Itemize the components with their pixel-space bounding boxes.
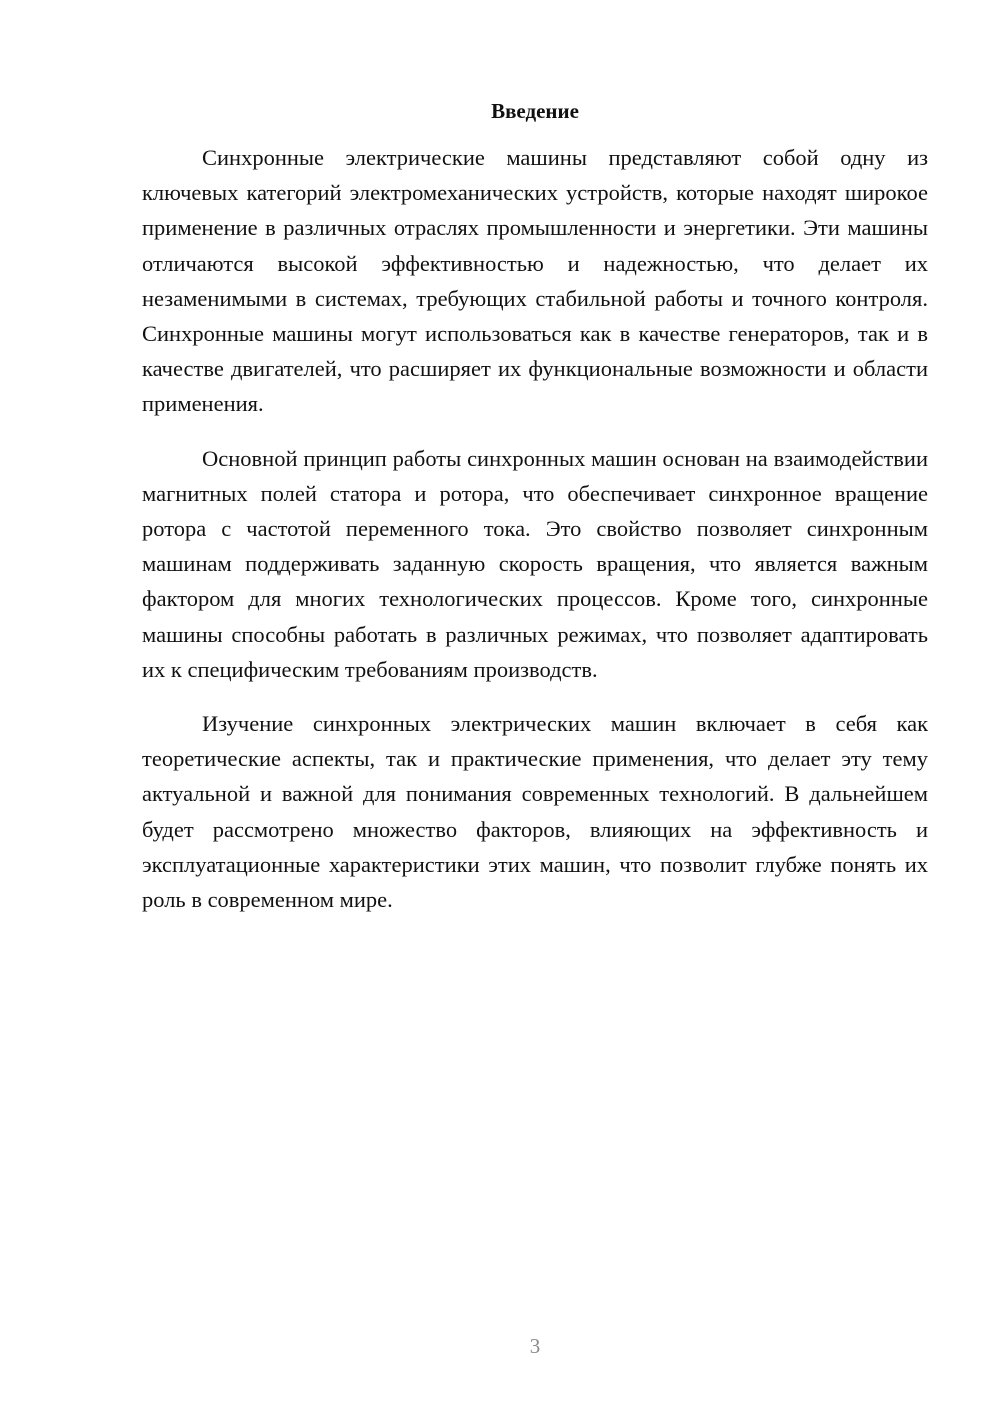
page-content <box>142 92 928 936</box>
paragraph-intro: Синхронные электрические машины представляют собой одну из ключевых категорий электромеханических устройств, которые находят широкое применение в различных отраслях промышленности и энергетики. Эти машины отличаются высокой эффективностью и надежностью, что делает их незаменимыми в системах, требующих стабильной работы и точного контроля. Синхронные машины могут использоваться как в качестве генераторов, так и в качестве двигателей, что расширяет их функциональные возможности и области применения. <box>142 145 928 417</box>
paragraph-study: Изучение синхронных электрических машин включает в себя как теоретические аспекты, так и практические применения, что делает эту тему актуальной и важной для понимания современных технологий. В дальнейшем будет рассмотрено множество факторов, влияющих на эффективность и эксплуатационные характеристики этих машин, что позволит глубже понять их роль в современном мире. <box>142 711 928 913</box>
page-number: 3 <box>529 1334 541 1358</box>
section-title: Введение <box>491 99 579 123</box>
paragraph-principle: Основной принцип работы синхронных машин основан на взаимодействии магнитных полей статора и ротора, что обеспечивает синхронное вращение ротора с частотой переменного тока. Это свойство позволяет синхронным машинам поддерживать заданную скорость вращения, что является важным фактором для многих технологических процессов. Кроме того, синхронные машины способны работать в различных режимах, что позволяет адаптировать их к специфическим требованиям производств. <box>142 445 928 682</box>
